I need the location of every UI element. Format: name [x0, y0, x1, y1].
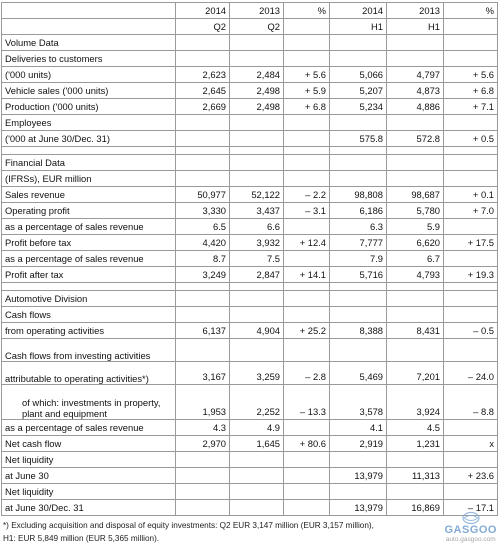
value-cell: 1,231	[387, 436, 444, 452]
row-label: (IFRSs), EUR million	[2, 171, 176, 187]
value-cell: 7,201	[387, 362, 444, 385]
value-cell: 7.5	[230, 251, 284, 267]
table-row	[2, 147, 498, 155]
value-cell: 11,313	[387, 468, 444, 484]
value-cell: + 5.6	[444, 67, 498, 83]
value-cell	[284, 484, 330, 500]
value-cell	[387, 291, 444, 307]
value-cell	[330, 147, 387, 155]
value-cell: 7,777	[330, 235, 387, 251]
row-label	[2, 147, 176, 155]
table-row	[2, 235, 498, 251]
value-cell: 2,252	[230, 385, 284, 420]
value-cell	[284, 155, 330, 171]
value-cell: 2,919	[330, 436, 387, 452]
value-cell: 3,259	[230, 362, 284, 385]
value-cell: 2,645	[176, 83, 230, 99]
value-cell	[230, 468, 284, 484]
footnote	[3, 519, 374, 545]
value-cell: 16,869	[387, 500, 444, 516]
value-cell	[387, 307, 444, 323]
value-cell	[284, 452, 330, 468]
header-cell: %	[444, 3, 498, 19]
table-row	[2, 362, 498, 385]
value-cell	[444, 291, 498, 307]
value-cell: 5,780	[387, 203, 444, 219]
table-row	[2, 203, 498, 219]
value-cell: 4.9	[230, 420, 284, 436]
row-label: Operating profit	[2, 203, 176, 219]
value-cell: + 80.6	[284, 436, 330, 452]
value-cell	[230, 291, 284, 307]
value-cell: 50,977	[176, 187, 230, 203]
table-row	[2, 452, 498, 468]
header-row-year	[2, 3, 498, 19]
table-row	[2, 35, 498, 51]
header-cell: %	[284, 3, 330, 19]
value-cell: 3,932	[230, 235, 284, 251]
header-corner-cell	[2, 19, 176, 35]
value-cell	[330, 51, 387, 67]
row-label: Production ('000 units)	[2, 99, 176, 115]
value-cell	[444, 339, 498, 362]
value-cell	[387, 339, 444, 362]
value-cell	[444, 484, 498, 500]
row-label: at June 30	[2, 468, 176, 484]
value-cell: 13,979	[330, 468, 387, 484]
value-cell: 4.1	[330, 420, 387, 436]
value-cell: 4,793	[387, 267, 444, 283]
value-cell	[444, 147, 498, 155]
header-cell	[284, 19, 330, 35]
row-label: Automotive Division	[2, 291, 176, 307]
value-cell	[330, 171, 387, 187]
value-cell: – 2.8	[284, 362, 330, 385]
value-cell	[230, 171, 284, 187]
value-cell	[387, 35, 444, 51]
value-cell	[284, 219, 330, 235]
table-row	[2, 99, 498, 115]
table-row	[2, 187, 498, 203]
value-cell: x	[444, 436, 498, 452]
value-cell: + 7.0	[444, 203, 498, 219]
value-cell: 3,578	[330, 385, 387, 420]
table-row	[2, 171, 498, 187]
value-cell	[176, 51, 230, 67]
table-row	[2, 500, 498, 516]
value-cell	[284, 115, 330, 131]
value-cell: 5.9	[387, 219, 444, 235]
value-cell: 3,249	[176, 267, 230, 283]
row-label: as a percentage of sales revenue	[2, 420, 176, 436]
header-cell	[444, 19, 498, 35]
value-cell	[230, 484, 284, 500]
table-row	[2, 283, 498, 291]
row-label: as a percentage of sales revenue	[2, 219, 176, 235]
value-cell	[387, 147, 444, 155]
value-cell: 1,953	[176, 385, 230, 420]
value-cell	[230, 283, 284, 291]
value-cell	[387, 452, 444, 468]
value-cell	[230, 500, 284, 516]
value-cell: 8,431	[387, 323, 444, 339]
value-cell	[284, 51, 330, 67]
value-cell	[330, 115, 387, 131]
value-cell: + 7.1	[444, 99, 498, 115]
value-cell	[230, 339, 284, 362]
value-cell	[444, 35, 498, 51]
footnote-line: *) Excluding acquisition and disposal of equity investments: Q2 EUR 3,147 million (EUR 3,157 million),	[3, 521, 374, 530]
value-cell: 6,620	[387, 235, 444, 251]
value-cell	[330, 283, 387, 291]
table-row	[2, 323, 498, 339]
value-cell	[387, 171, 444, 187]
value-cell	[330, 452, 387, 468]
value-cell: 8,388	[330, 323, 387, 339]
value-cell	[176, 155, 230, 171]
value-cell: + 6.8	[284, 99, 330, 115]
value-cell	[176, 452, 230, 468]
value-cell	[176, 35, 230, 51]
value-cell	[284, 339, 330, 362]
value-cell	[284, 283, 330, 291]
row-label: Financial Data	[2, 155, 176, 171]
row-label: attributable to operating activities*)	[2, 362, 176, 385]
value-cell	[444, 51, 498, 67]
row-label: Cash flows	[2, 307, 176, 323]
value-cell	[444, 307, 498, 323]
value-cell: 2,498	[230, 83, 284, 99]
table-row	[2, 251, 498, 267]
value-cell	[444, 171, 498, 187]
row-label: at June 30/Dec. 31	[2, 500, 176, 516]
value-cell: 5,066	[330, 67, 387, 83]
watermark-brand: GASGOO	[444, 524, 497, 536]
table-row	[2, 219, 498, 235]
table-row	[2, 155, 498, 171]
table-row	[2, 420, 498, 436]
value-cell: 4.3	[176, 420, 230, 436]
value-cell: 4,886	[387, 99, 444, 115]
value-cell: 4,904	[230, 323, 284, 339]
value-cell: 3,924	[387, 385, 444, 420]
value-cell	[444, 283, 498, 291]
value-cell: 3,437	[230, 203, 284, 219]
value-cell	[444, 115, 498, 131]
value-cell	[444, 219, 498, 235]
table-row	[2, 83, 498, 99]
row-label: from operating activities	[2, 323, 176, 339]
value-cell: 13,979	[330, 500, 387, 516]
footnote-line: H1: EUR 5,849 million (EUR 5,365 million).	[3, 534, 160, 543]
value-cell: + 0.1	[444, 187, 498, 203]
value-cell: + 25.2	[284, 323, 330, 339]
value-cell	[330, 339, 387, 362]
table-row	[2, 339, 498, 362]
row-label: as a percentage of sales revenue	[2, 251, 176, 267]
value-cell	[176, 307, 230, 323]
row-label: Deliveries to customers	[2, 51, 176, 67]
value-cell	[230, 147, 284, 155]
row-label: Volume Data	[2, 35, 176, 51]
header-cell: 2014	[330, 3, 387, 19]
value-cell: + 12.4	[284, 235, 330, 251]
header-cell: H1	[387, 19, 444, 35]
value-cell	[330, 307, 387, 323]
value-cell	[387, 484, 444, 500]
value-cell: – 0.5	[444, 323, 498, 339]
value-cell	[176, 484, 230, 500]
value-cell: 5,469	[330, 362, 387, 385]
value-cell	[444, 420, 498, 436]
table-row	[2, 131, 498, 147]
header-corner-cell	[2, 3, 176, 19]
value-cell: 6.5	[176, 219, 230, 235]
value-cell: + 19.3	[444, 267, 498, 283]
value-cell: + 0.5	[444, 131, 498, 147]
value-cell: 2,498	[230, 99, 284, 115]
value-cell: 4.5	[387, 420, 444, 436]
value-cell: 2,669	[176, 99, 230, 115]
value-cell	[176, 291, 230, 307]
header-cell: 2014	[176, 3, 230, 19]
row-label: Profit before tax	[2, 235, 176, 251]
value-cell: – 2.2	[284, 187, 330, 203]
table-row	[2, 385, 498, 420]
row-label: Net cash flow	[2, 436, 176, 452]
value-cell	[230, 452, 284, 468]
value-cell	[176, 283, 230, 291]
value-cell	[176, 115, 230, 131]
value-cell	[230, 115, 284, 131]
value-cell	[230, 131, 284, 147]
value-cell: 575.8	[330, 131, 387, 147]
value-cell	[387, 51, 444, 67]
value-cell	[230, 51, 284, 67]
row-label: Net liquidity	[2, 452, 176, 468]
row-label: Vehicle sales ('000 units)	[2, 83, 176, 99]
value-cell	[330, 35, 387, 51]
value-cell	[444, 155, 498, 171]
row-label: of which: investments in property, plant and equipment	[2, 385, 176, 420]
value-cell: 2,847	[230, 267, 284, 283]
table-row	[2, 291, 498, 307]
financial-highlights-table	[1, 2, 498, 516]
value-cell: 4,420	[176, 235, 230, 251]
header-cell: 2013	[387, 3, 444, 19]
value-cell: 4,797	[387, 67, 444, 83]
table-row	[2, 484, 498, 500]
value-cell	[387, 155, 444, 171]
watermark-logo	[444, 511, 497, 544]
value-cell: 98,808	[330, 187, 387, 203]
value-cell: + 14.1	[284, 267, 330, 283]
value-cell: 5,716	[330, 267, 387, 283]
value-cell	[284, 147, 330, 155]
value-cell: 2,484	[230, 67, 284, 83]
table-row	[2, 67, 498, 83]
value-cell	[284, 131, 330, 147]
value-cell	[284, 468, 330, 484]
value-cell	[230, 155, 284, 171]
value-cell: 98,687	[387, 187, 444, 203]
table-row	[2, 468, 498, 484]
value-cell	[284, 500, 330, 516]
row-label: ('000 at June 30/Dec. 31)	[2, 131, 176, 147]
value-cell	[284, 171, 330, 187]
value-cell	[284, 35, 330, 51]
value-cell: – 13.3	[284, 385, 330, 420]
value-cell: 2,623	[176, 67, 230, 83]
header-row-period	[2, 19, 498, 35]
table-row	[2, 115, 498, 131]
value-cell	[330, 484, 387, 500]
value-cell: 8.7	[176, 251, 230, 267]
value-cell: 6.3	[330, 219, 387, 235]
value-cell	[387, 283, 444, 291]
value-cell: 5,207	[330, 83, 387, 99]
value-cell	[230, 35, 284, 51]
value-cell: + 23.6	[444, 468, 498, 484]
value-cell	[176, 131, 230, 147]
header-cell: H1	[330, 19, 387, 35]
header-cell: Q2	[176, 19, 230, 35]
value-cell	[230, 307, 284, 323]
value-cell: 3,330	[176, 203, 230, 219]
header-cell: 2013	[230, 3, 284, 19]
value-cell: 572.8	[387, 131, 444, 147]
value-cell: 3,167	[176, 362, 230, 385]
value-cell: + 5.9	[284, 83, 330, 99]
value-cell: + 6.8	[444, 83, 498, 99]
value-cell	[444, 452, 498, 468]
value-cell	[284, 307, 330, 323]
table-row	[2, 267, 498, 283]
value-cell	[176, 468, 230, 484]
value-cell: – 17.1	[444, 500, 498, 516]
globe-icon	[461, 511, 481, 525]
value-cell: + 17.5	[444, 235, 498, 251]
table-row	[2, 436, 498, 452]
value-cell: 6,186	[330, 203, 387, 219]
value-cell	[387, 115, 444, 131]
value-cell: 52,122	[230, 187, 284, 203]
row-label	[2, 283, 176, 291]
table-row	[2, 51, 498, 67]
value-cell: – 8.8	[444, 385, 498, 420]
value-cell: 2,970	[176, 436, 230, 452]
row-label: Profit after tax	[2, 267, 176, 283]
value-cell	[176, 147, 230, 155]
value-cell: 6,137	[176, 323, 230, 339]
value-cell	[284, 291, 330, 307]
value-cell: 1,645	[230, 436, 284, 452]
row-label: Sales revenue	[2, 187, 176, 203]
value-cell	[176, 171, 230, 187]
value-cell: – 3.1	[284, 203, 330, 219]
value-cell	[176, 339, 230, 362]
row-label: Cash flows from investing activities	[2, 339, 176, 362]
value-cell: 6.6	[230, 219, 284, 235]
value-cell: 7.9	[330, 251, 387, 267]
value-cell	[284, 251, 330, 267]
value-cell: + 5.6	[284, 67, 330, 83]
row-label: Net liquidity	[2, 484, 176, 500]
value-cell	[330, 291, 387, 307]
value-cell	[176, 500, 230, 516]
header-cell: Q2	[230, 19, 284, 35]
watermark-url: auto.gasgoo.com	[445, 536, 496, 543]
row-label: ('000 units)	[2, 67, 176, 83]
value-cell	[330, 155, 387, 171]
value-cell: – 24.0	[444, 362, 498, 385]
row-label: Employees	[2, 115, 176, 131]
value-cell	[284, 420, 330, 436]
value-cell	[444, 251, 498, 267]
value-cell: 5,234	[330, 99, 387, 115]
value-cell: 6.7	[387, 251, 444, 267]
value-cell: 4,873	[387, 83, 444, 99]
table-row	[2, 307, 498, 323]
